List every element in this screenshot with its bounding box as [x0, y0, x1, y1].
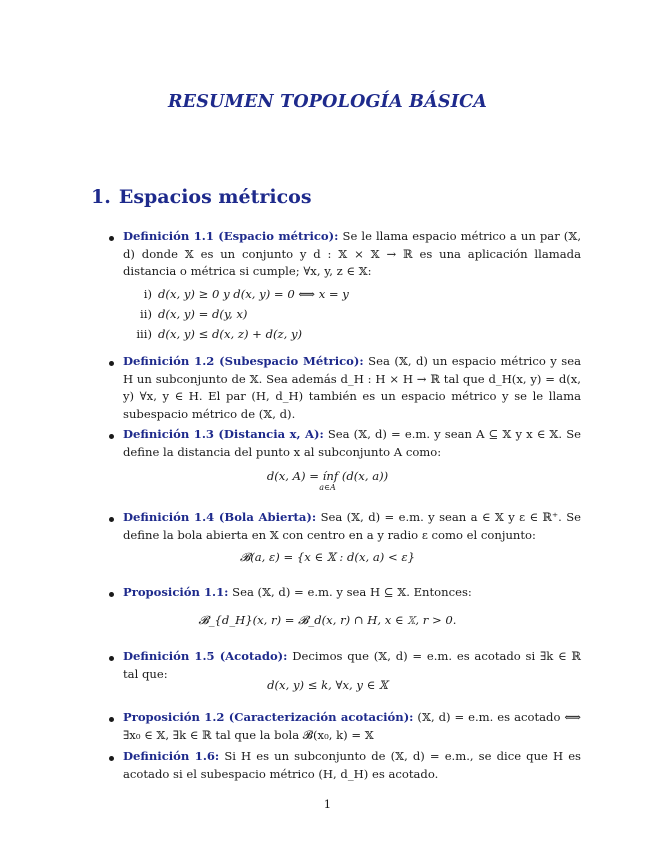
- section-title: Espacios métricos: [118, 186, 312, 208]
- equation-prop-1-1: [0, 613, 655, 628]
- definition-body: Sea (𝕏, d) un espacio métrico y sea H un subconjunto de 𝕏. Sea además d_H : H × H → ℝ tal que d_H(x, y) = d(x, y) ∀x, y ∈ H. El par (H, d_H) también es un espacio métrico y se le llama subespacio métrico de (𝕏, d).: [123, 354, 581, 421]
- definition-1-6: [107, 748, 581, 783]
- proposition-1-1: [107, 584, 581, 602]
- axiom-label: i): [143, 287, 152, 301]
- definition-lead: Definición 1.2 (Subespacio Métrico):: [123, 354, 364, 368]
- section-heading: [91, 186, 312, 208]
- definition-lead: Definición 1.6:: [123, 749, 220, 763]
- definition-body: Decimos que (𝕏, d) = e.m. es acotado si ∃k ∈ ℝ tal que:: [123, 649, 581, 681]
- proposition-body: (𝕏, d) = e.m. es acotado ⟺ ∃x₀ ∈ 𝕏, ∃k ∈ ℝ tal que la bola 𝓑(x₀, k) = 𝕏: [123, 710, 581, 742]
- equation-ball: [0, 550, 655, 565]
- axiom-text: d(x, y) ≤ d(x, z) + d(z, y): [158, 327, 303, 341]
- definition-body: Si H es un subconjunto de (𝕏, d) = e.m., se dice que H es acotado si el subespacio métrico (H, d_H) es acotado.: [123, 749, 581, 781]
- proposition-body: Sea (𝕏, d) = e.m. y sea H ⊆ 𝕏. Entonces:: [232, 585, 472, 599]
- axiom-label: ii): [140, 307, 152, 321]
- definition-lead: Definición 1.5 (Acotado):: [123, 649, 288, 663]
- equation-text: 𝓑_{d_H}(x, r) = 𝓑_d(x, r) ∩ H, x ∈ 𝕏, r > 0.: [198, 613, 457, 627]
- definition-lead: Definición 1.4 (Bola Abierta):: [123, 510, 317, 524]
- definition-1-2: [107, 353, 581, 423]
- axiom-text: d(x, y) = d(y, x): [158, 307, 248, 321]
- equation-bounded: [0, 678, 655, 692]
- equation-text: 𝓑(a, ε) = {x ∈ 𝕏 : d(x, a) < ε}: [240, 550, 415, 564]
- definition-1-1: [107, 228, 581, 281]
- equation-distance-subscript: [0, 483, 655, 492]
- definition-lead: Definición 1.1 (Espacio métrico):: [123, 229, 339, 243]
- equation-text: d(x, y) ≤ k, ∀x, y ∈ 𝕏: [267, 678, 388, 692]
- axiom-3: [128, 326, 302, 344]
- axiom-1: [128, 286, 349, 304]
- section-number: 1.: [91, 186, 111, 208]
- definition-body: Sea (𝕏, d) = e.m. y sean a ∈ 𝕏 y ε ∈ ℝ⁺. Se define la bola abierta en 𝕏 con centro en a y radio ε como el conjunto:: [123, 510, 582, 542]
- equation-distance: [0, 469, 655, 483]
- definition-lead: Definición 1.3 (Distancia x, A):: [123, 427, 324, 441]
- definition-1-3: [107, 426, 581, 461]
- equation-text: d(x, A) = ínf (d(x, a)): [266, 469, 389, 483]
- equation-subscript: a∈A: [319, 483, 336, 492]
- proposition-lead: Proposición 1.2 (Caracterización acotación):: [123, 710, 414, 724]
- definition-body: Sea (𝕏, d) = e.m. y sean A ⊆ 𝕏 y x ∈ 𝕏. Se define la distancia del punto x al subconjunto A como:: [123, 427, 582, 459]
- definition-body: Se le llama espacio métrico a un par (𝕏, d) donde 𝕏 es un conjunto y d : 𝕏 × 𝕏 → ℝ es una aplicación llamada distancia o métrica si cumple; ∀x, y, z ∈ 𝕏:: [123, 229, 582, 278]
- proposition-lead: Proposición 1.1:: [123, 585, 229, 599]
- document-title: RESUMEN TOPOLOGÍA BÁSICA: [167, 92, 488, 112]
- axiom-2: [128, 306, 247, 324]
- page-number: 1: [323, 797, 332, 811]
- proposition-1-2: [107, 709, 581, 744]
- definition-1-4: [107, 509, 581, 544]
- axiom-text: d(x, y) ≥ 0 y d(x, y) = 0 ⟺ x = y: [158, 287, 349, 301]
- axiom-label: iii): [136, 327, 152, 341]
